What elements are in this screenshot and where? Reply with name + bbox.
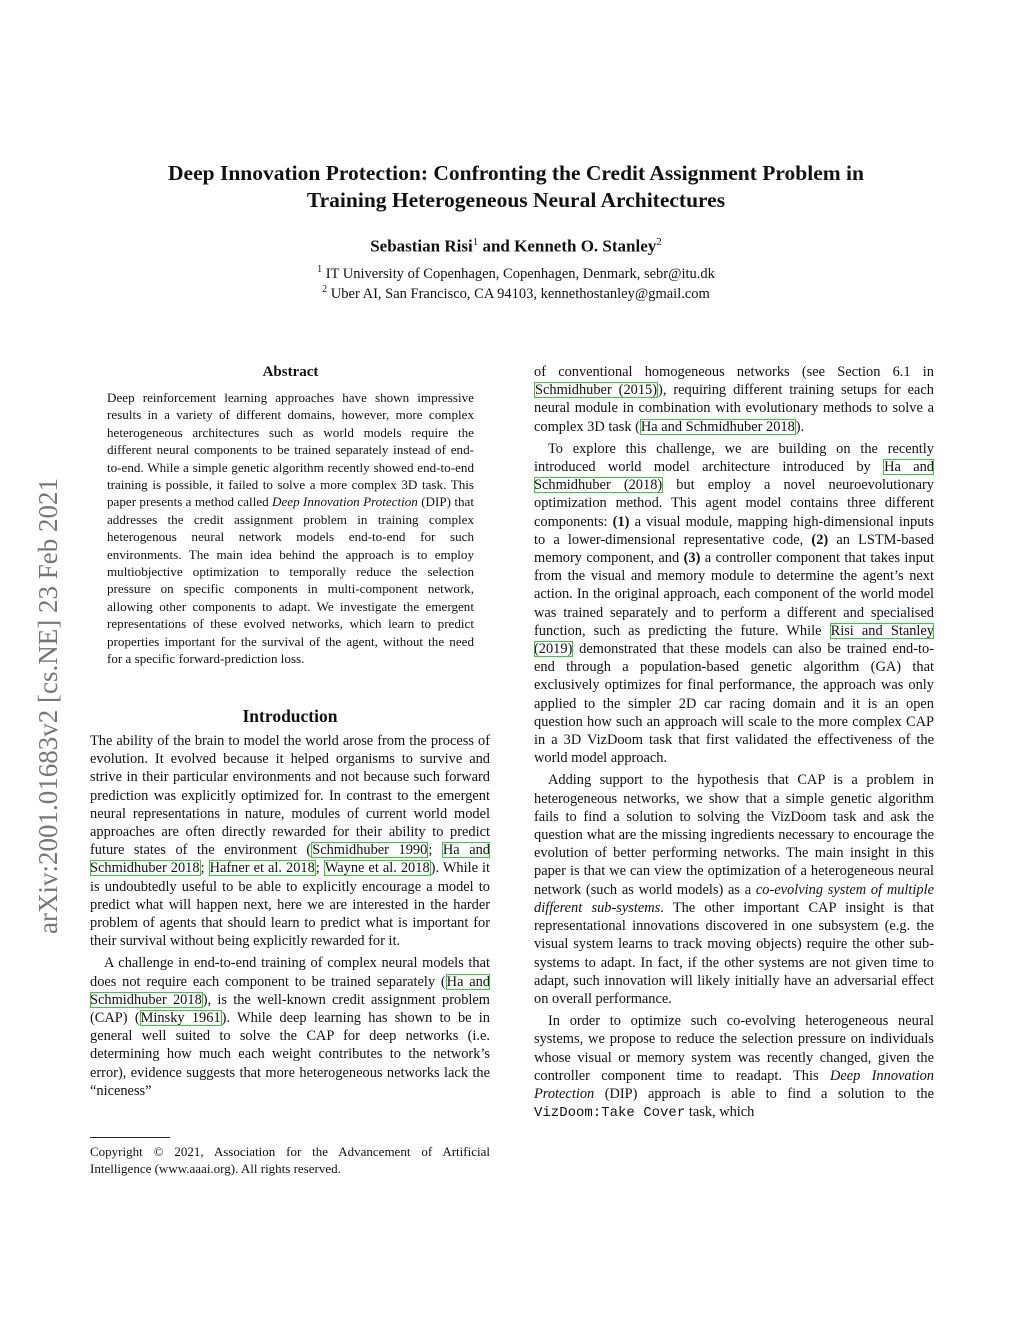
component-number-3: (3) <box>683 550 701 567</box>
right-p4-text-b: (DIP) approach is able to find a solution to the <box>594 1085 934 1102</box>
abstract-text-1: Deep reinforcement learning approaches have shown impressive results in a variety of different domains, however, more complex heterogeneous architectures such as world models require the different neural components to be trained separately instead of end-to-end. While a simple genetic algorithm recently showed end-to-end training is possible, it failed to solve a more complex 3D task. This paper presents a method called <box>107 390 474 510</box>
right-p2-text-e: a controller component that takes input from the visual and memory module to determine the agent’s next action. In the original approach, each component of the world model was trained separately and to perform a different and specialised function, such as predicting the future. While <box>534 550 934 639</box>
intro-p1-sep-2: ; <box>200 860 209 877</box>
intro-paragraph-1 <box>90 732 490 950</box>
right-p1-text-a: of conventional homogeneous networks (see Section 6.1 in <box>534 364 934 380</box>
right-p4-text-a: In order to optimize such co-evolving heterogeneous neural systems, we propose to reduce the selection pressure on individuals whose visual or memory system was recently changed, given the controller component time to readapt. This <box>534 1013 934 1084</box>
affiliation-1-sup: 1 <box>317 264 323 275</box>
citation-link[interactable]: Risi and Stanley (2019) <box>534 622 934 658</box>
affiliation-2-sup: 2 <box>322 284 328 295</box>
citation-link[interactable]: Schmidhuber (2015) <box>535 382 658 399</box>
introduction-heading: Introduction <box>242 706 338 726</box>
right-p2-text-d: an LSTM-based memory component, and <box>534 531 935 567</box>
citation-link[interactable]: Hafner et al. 2018 <box>209 860 315 877</box>
abstract-text-2: (DIP) that addresses the credit assignment problem in training complex heterogenous neural network models end-to-end for such environments. The main idea behind the approach is to employ multiobjective optimization to temporally reduce the selection pressure on specific components in multi-component network, allowing other components to adapt. We investigate the emergent representations of these evolved networks, which learn to predict properties important for the survival of the agent, without the need for a specific forward-prediction loss. <box>107 494 474 667</box>
affiliation-1-text: IT University of Copenhagen, Copenhagen, Denmark, sebr@itu.dk <box>322 265 715 282</box>
right-paragraph-3 <box>534 771 934 1008</box>
affiliation-1 <box>90 264 942 283</box>
citation-link[interactable]: Ha and Schmidhuber 2018 <box>90 973 491 1008</box>
affiliation-2 <box>90 284 942 303</box>
component-number-2: (2) <box>811 531 829 548</box>
citation-link[interactable]: Ha and Schmidhuber 2018 <box>640 418 795 435</box>
arxiv-id: arXiv:2001.01683v2 [cs.NE] 23 Feb 2021 <box>33 478 63 934</box>
intro-p2-text-b: ), is the well-known credit assignment problem (CAP) ( <box>90 991 490 1027</box>
intro-p1-sep-3: ; <box>315 860 324 877</box>
right-p1-text-b: ), requiring different training setups for each neural module in combination with evolutionary methods to solve a complex 3D task ( <box>534 382 934 435</box>
right-paragraph-4 <box>534 1012 934 1122</box>
right-p2-text-c: a visual module, mapping high-dimensional inputs to a lower-dimensional representative code, <box>534 513 935 548</box>
component-number-1: (1) <box>612 513 630 530</box>
citation-link[interactable]: Schmidhuber 1990 <box>312 842 428 859</box>
abstract-heading: Abstract <box>262 364 319 380</box>
copyright-footnote: Copyright © 2021, Association for the Advancement of Artificial Intelligence (www.aaai.org). All rights reserved. <box>90 1144 490 1176</box>
paper-title <box>90 160 942 214</box>
intro-p1-sep-1: ; <box>428 842 442 859</box>
citation-link[interactable]: Ha and Schmidhuber 2018 <box>90 842 490 877</box>
right-column <box>534 363 934 1122</box>
abstract-method-name: Deep Innovation Protection <box>272 494 418 510</box>
citation-link[interactable]: Wayne et al. 2018 <box>324 860 430 877</box>
right-p4-emphasis: Deep Innovation Protection <box>534 1067 934 1102</box>
citation-link[interactable]: Ha and Schmidhuber (2018) <box>534 459 934 494</box>
author-risi: Sebastian Risi <box>370 236 473 256</box>
right-paragraph-1 <box>534 363 934 436</box>
task-name-code: VizDoom:Take Cover <box>534 1105 686 1122</box>
right-p2-text-a: To explore this challenge, we are building on the recently introduced world model architecture introduced by <box>534 440 934 476</box>
right-p2-text-f: demonstrated that these models can also be trained end-to-end through a population-based genetic algorithm (GA) that exclusively optimizes for final performance, the approach was only applied to the simpler 2D car racing domain and it is an open question how such an approach will scale to the more complex CAP in a 3D VizDoom task that first validated the effectiveness of the world model approach. <box>534 641 934 767</box>
affiliation-2-text: Uber AI, San Francisco, CA 94103, kennethostanley@gmail.com <box>327 285 710 302</box>
right-p2-text-b: but employ a novel neuroevolutionary optimization method. This agent model contains three different components: <box>534 477 934 530</box>
intro-p1-text-b: ). While it is undoubtedly useful to be able to explicitly encourage a model to predict what will happen next, here we are interested in the harder problem of agents that should learn to predict what is important for their survival without being explicitly rewarded for it. <box>90 860 490 950</box>
footnote-divider <box>90 1137 170 1138</box>
author-risi-sup: 1 <box>472 236 479 248</box>
author-stanley-sup: 2 <box>656 236 662 248</box>
arxiv-stamp <box>30 358 66 940</box>
title-line-1: Deep Innovation Protection: Confronting the Credit Assignment Problem in <box>168 161 864 185</box>
left-column <box>90 732 490 1100</box>
right-p3-text-b: . The other important CAP insight is that representational innovations discovered in one subsystem (e.g. the visual system learns to track moving objects) require the other sub-systems to adapt. In fact, if the other systems are not given time to adapt, such innovation will likely initially have an adversarial effect on overall performance. <box>534 899 935 1007</box>
intro-p2-text-a: A challenge in end-to-end training of complex neural models that does not require each component to be trained separately ( <box>90 955 490 990</box>
author-list <box>90 236 942 257</box>
title-line-2: Training Heterogeneous Neural Architectures <box>306 188 726 212</box>
right-p3-emphasis: co-evolving system of multiple different sub-systems <box>534 881 934 916</box>
author-conjunction: and <box>478 236 515 256</box>
right-p4-text-c: task, which <box>685 1104 755 1121</box>
right-p1-text-c: ). <box>795 418 805 435</box>
abstract-body <box>107 389 474 668</box>
intro-p2-text-c: ). While deep learning has shown to be in general well suited to solve the CAP for deep networks (i.e. determining how much each weight contributes to the network’s error), evidence suggests that more heterogeneous networks lack the “niceness” <box>90 1010 490 1099</box>
intro-p1-text-a: The ability of the brain to model the world arose from the process of evolution. It evolved because it helped organisms to survive and strive in their particular environments and not because such forward prediction was explicitly optimized for. In contrast to the emergent neural representations in nature, modules of current world model approaches are often directly rewarded for their ability to predict future states of the environment ( <box>90 733 490 859</box>
citation-link[interactable]: Minsky 1961 <box>140 1010 221 1027</box>
author-stanley: Kenneth O. Stanley <box>514 236 657 256</box>
intro-paragraph-2 <box>90 954 490 1100</box>
right-paragraph-2 <box>534 440 934 768</box>
right-p3-text-a: Adding support to the hypothesis that CAP is a problem in heterogeneous networks, we show that a simple genetic algorithm fails to find a solution to solving the VizDoom task and ask the question what are the missing ingredients necessary to encourage the evolution of better performing networks. The main insight in this paper is that we can view the optimization of a heterogeneous neural network (such as world models) as a <box>534 772 934 898</box>
